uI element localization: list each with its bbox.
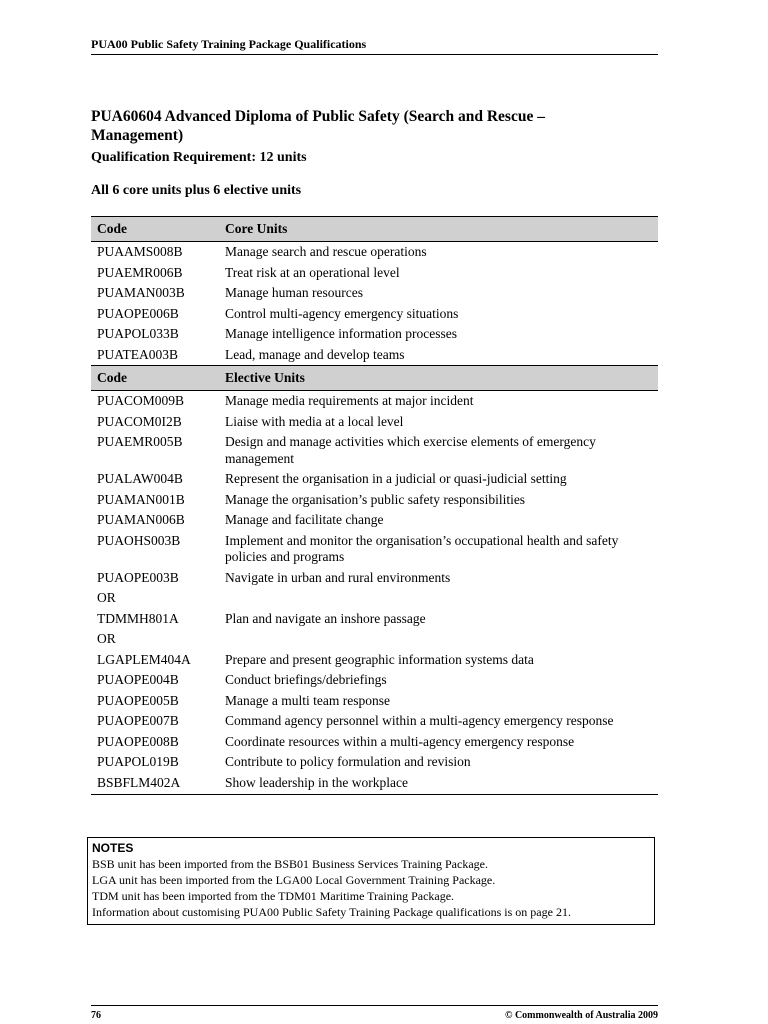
unit-code: PUAMAN003B	[97, 285, 185, 300]
elective-unit-row	[91, 650, 658, 671]
unit-code: PUAOPE003B	[97, 569, 179, 585]
unit-title: Manage intelligence information processes	[225, 326, 458, 341]
unit-title: Implement and monitor the organisation’s occupational health and safety policies and programs	[225, 532, 619, 564]
elective-unit-row	[91, 691, 658, 712]
unit-title: Represent the organisation in a judicial or quasi-judicial setting	[225, 471, 567, 486]
unit-code: PUACOM009B	[97, 393, 185, 408]
unit-code: PUATEA003B	[97, 346, 179, 362]
unit-code: PUAEMR005B	[97, 434, 183, 449]
unit-code: PUALAW004B	[97, 471, 183, 486]
unit-code: TDMMH801A	[97, 610, 179, 626]
core-unit-row	[91, 263, 658, 284]
unit-title: Manage media requirements at major incident	[225, 393, 474, 408]
unit-title: Liaise with media at a local level	[225, 413, 404, 429]
elective-unit-row	[91, 670, 658, 691]
notes-heading: NOTES	[92, 841, 134, 855]
running-header: PUA00 Public Safety Training Package Qualifications	[91, 37, 658, 55]
unit-code: PUAPOL033B	[97, 326, 179, 341]
unit-title: Contribute to policy formulation and revision	[225, 754, 471, 769]
copyright-notice: © Commonwealth of Australia 2009	[504, 1010, 658, 1021]
unit-code: PUAPOL019B	[97, 754, 179, 769]
unit-title: Command agency personnel within a multi-agency emergency response	[225, 713, 614, 728]
core-unit-row	[91, 324, 658, 345]
core-unit-row	[91, 304, 658, 325]
unit-title: Manage and facilitate change	[225, 512, 384, 527]
unit-code: PUAEMR006B	[97, 264, 183, 280]
core-unit-row	[91, 345, 658, 366]
unit-title: Plan and navigate an inshore passage	[225, 610, 426, 626]
unit-title: Design and manage activities which exercise elements of emergency management	[225, 434, 596, 466]
elective-unit-row	[91, 490, 658, 511]
unit-title: Manage the organisation’s public safety responsibilities	[225, 491, 526, 507]
elective-units-header: Elective Units	[219, 366, 658, 391]
unit-code: PUACOM0I2B	[97, 413, 182, 429]
elective-unit-row	[91, 629, 658, 650]
unit-code: OR	[97, 590, 116, 605]
notes-line: LGA unit has been imported from the LGA00 Local Government Training Package.	[92, 873, 496, 887]
elective-code-header: Code	[91, 366, 219, 391]
unit-title	[219, 629, 658, 650]
notes-line: TDM unit has been imported from the TDM01 Maritime Training Package.	[92, 889, 455, 903]
unit-title: Manage human resources	[225, 285, 363, 300]
unit-title: Conduct briefings/debriefings	[225, 672, 387, 687]
notes-line: Information about customising PUA00 Public Safety Training Package qualifications is on page 21.	[92, 905, 571, 919]
core-unit-row	[91, 242, 658, 263]
unit-title: Show leadership in the workplace	[219, 773, 658, 795]
units-table	[91, 216, 658, 795]
elective-unit-row	[91, 531, 658, 568]
units-table-body	[91, 217, 658, 795]
unit-code: PUAOPE004B	[97, 672, 179, 687]
elective-unit-row	[91, 773, 658, 795]
unit-code: PUAOHS003B	[97, 532, 181, 548]
core-unit-row	[91, 283, 658, 304]
elective-unit-row	[91, 432, 658, 469]
unit-title: Manage a multi team response	[225, 692, 390, 708]
unit-code: PUAMAN001B	[97, 491, 185, 507]
elective-unit-row	[91, 752, 658, 773]
unit-code: PUAAMS008B	[97, 244, 183, 259]
elective-unit-row	[91, 568, 658, 589]
core-units-header: Core Units	[219, 217, 658, 242]
elective-unit-row	[91, 732, 658, 753]
notes-line: BSB unit has been imported from the BSB01 Business Services Training Package.	[92, 857, 488, 871]
unit-code: PUAOPE008B	[97, 733, 179, 749]
unit-title: Treat risk at an operational level	[225, 264, 400, 280]
unit-title: Navigate in urban and rural environments	[225, 569, 451, 585]
unit-code: BSBFLM402A	[91, 773, 219, 795]
qualification-title: PUA60604 Advanced Diploma of Public Safety (Search and Rescue – Management)	[91, 108, 545, 144]
unit-code: PUAOPE007B	[97, 713, 179, 728]
units-summary: All 6 core units plus 6 elective units	[91, 183, 302, 198]
unit-title: Prepare and present geographic information systems data	[225, 651, 534, 667]
elective-unit-row	[91, 711, 658, 732]
unit-code: OR	[97, 631, 116, 646]
unit-code: PUAOPE005B	[97, 692, 179, 708]
unit-title: Manage search and rescue operations	[225, 244, 427, 259]
elective-unit-row	[91, 510, 658, 531]
core-code-header: Code	[91, 217, 219, 242]
unit-title	[219, 588, 658, 609]
elective-unit-row	[91, 469, 658, 490]
page-number: 76	[91, 1010, 101, 1021]
page-footer	[91, 1005, 658, 1021]
elective-unit-row	[91, 391, 658, 412]
unit-title: Lead, manage and develop teams	[225, 346, 405, 362]
elective-header-row	[91, 366, 658, 391]
unit-title: Coordinate resources within a multi-agency emergency response	[225, 733, 575, 749]
qualification-requirement: Qualification Requirement: 12 units	[91, 150, 307, 165]
elective-unit-row	[91, 412, 658, 433]
elective-unit-row	[91, 588, 658, 609]
elective-unit-row	[91, 609, 658, 630]
unit-code: LGAPLEM404A	[97, 651, 191, 667]
notes-box	[87, 837, 655, 925]
unit-title: Control multi-agency emergency situations	[225, 305, 459, 321]
unit-code: PUAMAN006B	[97, 512, 185, 527]
unit-code: PUAOPE006B	[97, 305, 179, 321]
core-header-row	[91, 217, 658, 242]
